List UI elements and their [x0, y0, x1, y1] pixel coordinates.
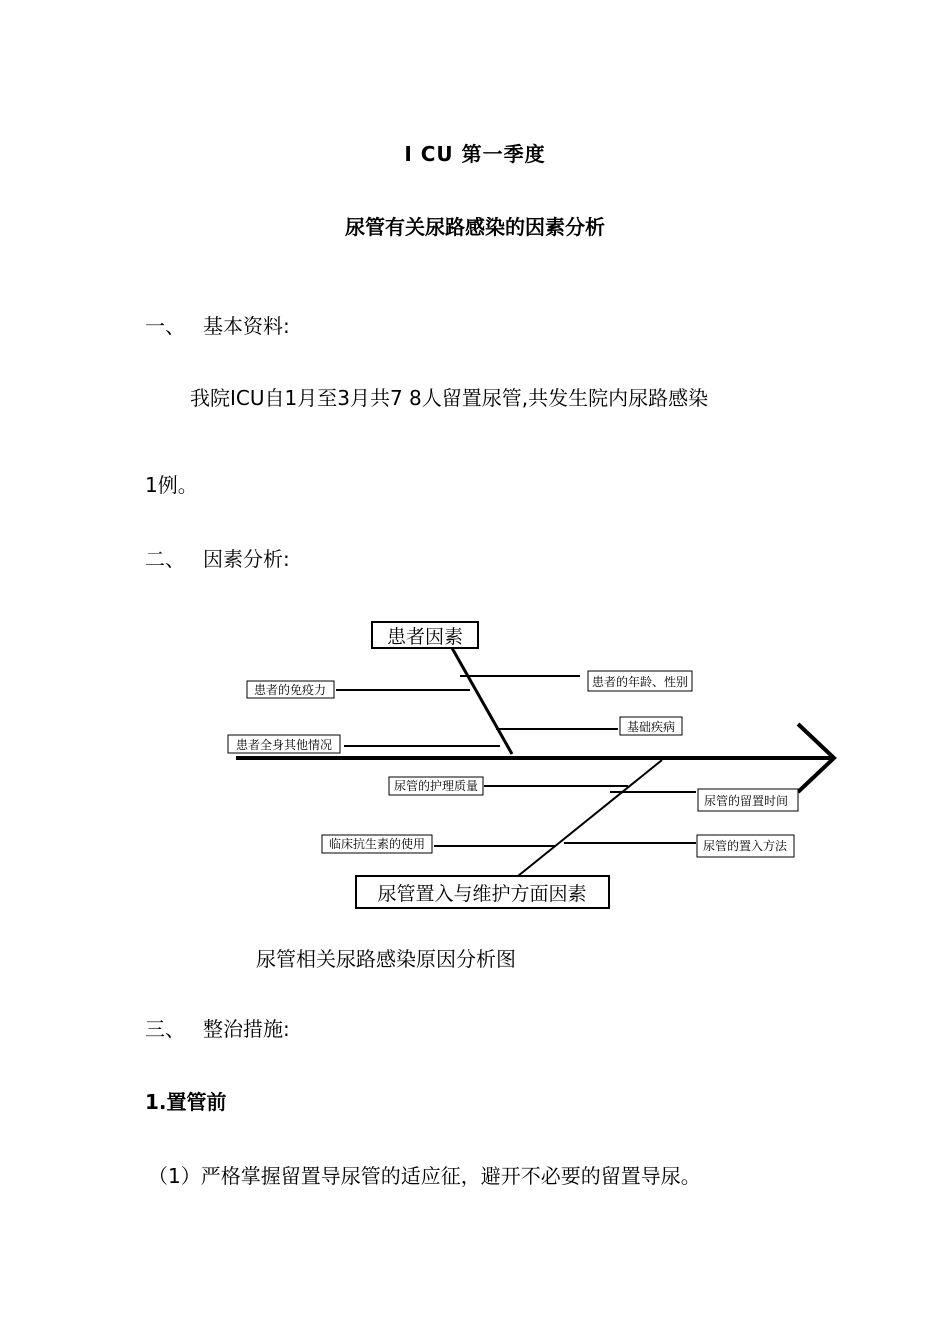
- cause-basic-disease: 基础疾病: [626, 720, 676, 734]
- section3-number: 三、: [145, 1017, 185, 1041]
- measure-item-1: （1）严格掌握留置导尿管的适应征，避开不必要的留置导尿。: [148, 1164, 701, 1188]
- subheading-before-insertion: 1.置管前: [145, 1090, 227, 1114]
- cause-antibiotics: 临床抗生素的使用: [328, 837, 426, 851]
- top-head-label: 患者因素: [386, 626, 464, 648]
- cause-indwelling-time: 尿管的留置时间: [703, 794, 789, 808]
- diagram-caption: 尿管相关尿路感染原因分析图: [256, 947, 516, 971]
- document-title: I CU 第一季度: [404, 142, 546, 166]
- section2-label: 因素分析:: [203, 547, 290, 571]
- bottom-bone: [518, 760, 662, 876]
- cause-immunity: 患者的免疫力: [253, 683, 327, 697]
- top-bone: [452, 648, 512, 754]
- section2-number: 二、: [145, 547, 185, 571]
- document-subtitle: 尿管有关尿路感染的因素分析: [345, 215, 605, 239]
- section1-number: 一、: [145, 314, 185, 338]
- section1-paragraph-line1: 我院ICU自1月至3月共7 8人留置尿管,共发生院内尿路感染: [190, 386, 709, 410]
- section1-paragraph-line2: 1例。: [145, 473, 198, 497]
- cause-age-sex: 患者的年龄、性别: [591, 675, 689, 689]
- cause-general: 患者全身其他情况: [235, 738, 333, 752]
- cause-care-quality: 尿管的护理质量: [393, 779, 479, 793]
- section1-label: 基本资料:: [203, 314, 290, 338]
- section3-label: 整治措施:: [203, 1017, 290, 1041]
- cause-insertion: 尿管的置入方法: [702, 839, 788, 853]
- bottom-head-label: 尿管置入与维护方面因素: [377, 883, 587, 905]
